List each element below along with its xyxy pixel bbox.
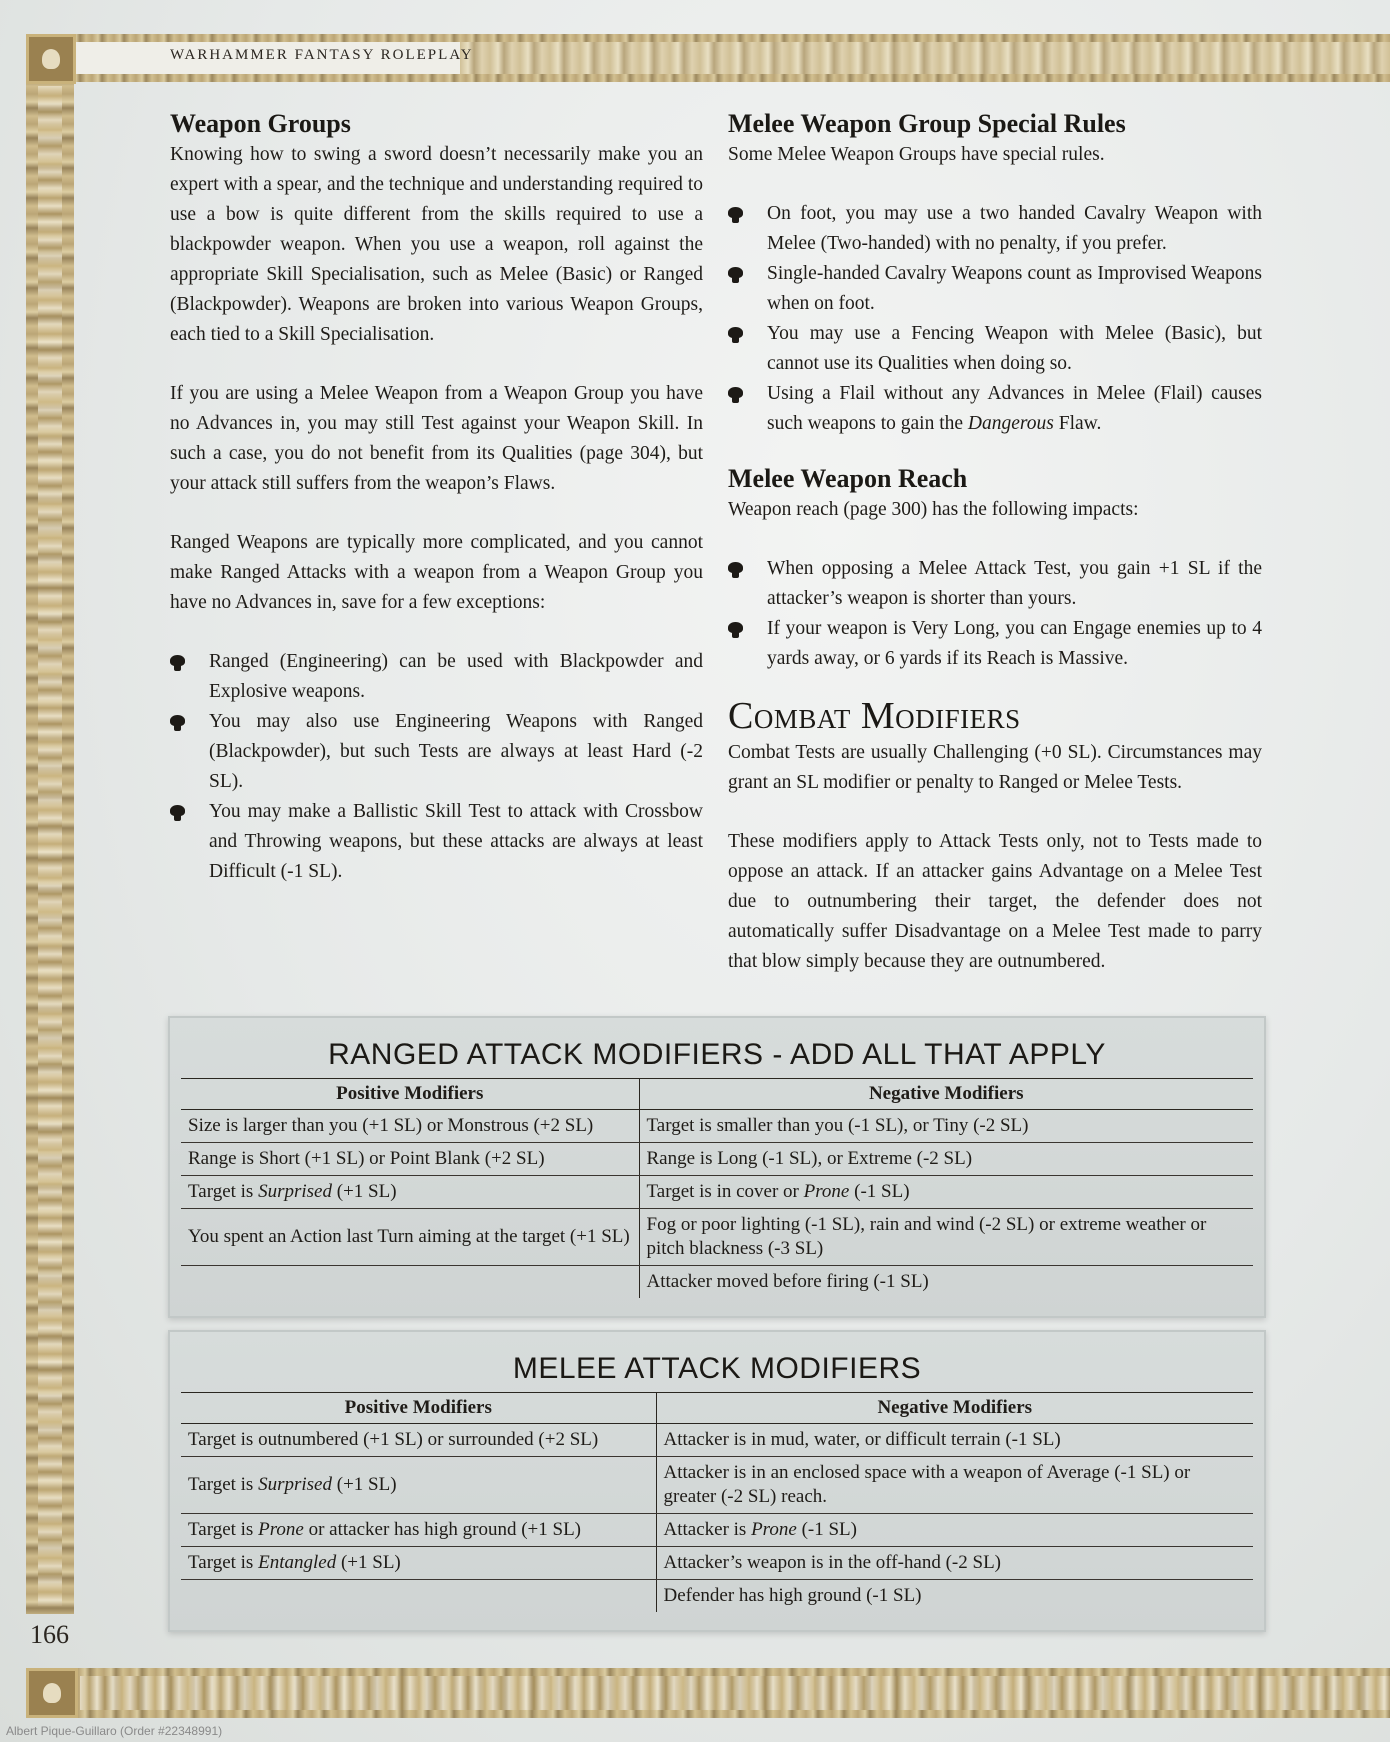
list-item: Ranged (Engineering) can be used with Blackpowder and Explosive weapons.: [170, 647, 703, 707]
special-rules-intro: Some Melee Weapon Groups have special rules.: [728, 144, 1105, 165]
right-column: [728, 108, 1262, 977]
table-row: Target is Entangled (+1 SL) Attacker’s weapon is in the off-hand (-2 SL): [181, 1547, 1253, 1580]
table-row: Size is larger than you (+1 SL) or Monstrous (+2 SL) Target is smaller than you (-1 SL), or Tiny (-2 SL): [181, 1110, 1253, 1143]
weapon-groups-heading: Weapon Groups: [170, 109, 351, 138]
table-row: Target is Prone or attacker has high ground (+1 SL) Attacker is Prone (-1 SL): [181, 1514, 1253, 1547]
weapon-groups-paragraph-1: Knowing how to swing a sword doesn’t necessarily make you an expert with a spear, and the technique and understanding required to use a bow is quite different from the skills required to use a blackpowder weapon. When you use a weapon, roll against the appropriate Skill Specialisation, such as Melee (Basic) or Ranged (Blackpowder). Weapons are broken into various Weapon Groups, each tied to a Skill Specialisation.: [170, 144, 703, 345]
table-row: Target is Surprised (+1 SL) Attacker is in an enclosed space with a weapon of Average (-1 SL) or greater (-2 SL) reach.: [181, 1457, 1253, 1514]
list-item: You may also use Engineering Weapons with Ranged (Blackpowder), but such Tests are always at least Hard (-2 SL).: [170, 707, 703, 797]
weapon-reach-heading: Melee Weapon Reach: [728, 464, 968, 493]
table-row: You spent an Action last Turn aiming at the target (+1 SL) Fog or poor lighting (-1 SL), rain and wind (-2 SL) or extreme weather or pitch blackness (-3 SL): [181, 1209, 1253, 1266]
weapon-reach-intro: Weapon reach (page 300) has the following impacts:: [728, 499, 1139, 520]
table-row: Defender has high ground (-1 SL): [181, 1580, 1253, 1613]
skull-bullet-icon: [170, 805, 185, 820]
weapon-reach-list: [728, 554, 1262, 674]
ranged-modifiers-box: [168, 1016, 1266, 1318]
watermark: Albert Pique-Guillaro (Order #22348991): [6, 1724, 223, 1738]
table-row: Range is Short (+1 SL) or Point Blank (+2 SL) Range is Long (-1 SL), or Extreme (-2 SL): [181, 1143, 1253, 1176]
list-item: When opposing a Melee Attack Test, you gain +1 SL if the attacker’s weapon is shorter than yours.: [728, 554, 1262, 614]
skull-corner-icon: [26, 1668, 78, 1718]
melee-modifiers-table: [181, 1392, 1253, 1612]
left-column: [170, 108, 703, 887]
running-header: WARHAMMER FANTASY ROLEPLAY: [170, 47, 474, 63]
ranged-modifiers-table: [181, 1078, 1253, 1298]
list-item: On foot, you may use a two handed Cavalry Weapon with Melee (Two-handed) with no penalty, if you prefer.: [728, 199, 1262, 259]
left-border-pattern: [38, 86, 62, 1606]
page-number: 166: [30, 1620, 69, 1649]
list-item: Single-handed Cavalry Weapons count as Improvised Weapons when on foot.: [728, 259, 1262, 319]
special-rules-list: [728, 199, 1262, 439]
skull-bullet-icon: [728, 622, 743, 637]
list-item: Using a Flail without any Advances in Melee (Flail) causes such weapons to gain the Dangerous Flaw.: [728, 379, 1262, 439]
column-header: Negative Modifiers: [639, 1079, 1253, 1110]
skull-bullet-icon: [728, 562, 743, 577]
skull-bullet-icon: [728, 387, 743, 402]
ranged-exceptions-list: [170, 647, 703, 887]
table-row: Attacker moved before firing (-1 SL): [181, 1266, 1253, 1299]
melee-table-title: MELEE ATTACK MODIFIERS: [512, 1352, 922, 1385]
ranged-table-title: RANGED ATTACK MODIFIERS - ADD ALL THAT APPLY: [328, 1038, 1106, 1071]
list-item: You may use a Fencing Weapon with Melee (Basic), but cannot use its Qualities when doing so.: [728, 319, 1262, 379]
column-header: Positive Modifiers: [181, 1079, 639, 1110]
list-item: You may make a Ballistic Skill Test to attack with Crossbow and Throwing weapons, but these attacks are always at least Difficult (-1 SL).: [170, 797, 703, 887]
table-row: Target is Surprised (+1 SL) Target is in cover or Prone (-1 SL): [181, 1176, 1253, 1209]
top-border-pattern: [460, 42, 1390, 74]
list-item: If your weapon is Very Long, you can Engage enemies up to 4 yards away, or 6 yards if its Reach is Massive.: [728, 614, 1262, 674]
column-header: Negative Modifiers: [656, 1393, 1253, 1424]
skull-bullet-icon: [728, 267, 743, 282]
skull-corner-icon: [26, 34, 76, 84]
melee-modifiers-box: [168, 1330, 1266, 1632]
combat-modifiers-paragraph-1: Combat Tests are usually Challenging (+0 SL). Circumstances may grant an SL modifier or penalty to Ranged or Melee Tests.: [728, 742, 1262, 793]
skull-bullet-icon: [728, 327, 743, 342]
combat-modifiers-paragraph-2: These modifiers apply to Attack Tests only, not to Tests made to oppose an attack. If an attacker gains Advantage on a Melee Test due to outnumbering their target, the defender does not automatically suffer Disadvantage on a Melee Test made to parry that blow simply because they are outnumbered.: [728, 831, 1262, 972]
special-rules-heading: Melee Weapon Group Special Rules: [728, 109, 1126, 138]
combat-modifiers-heading: Combat Modifiers: [728, 695, 1021, 737]
skull-bullet-icon: [170, 655, 185, 670]
weapon-groups-paragraph-2: If you are using a Melee Weapon from a Weapon Group you have no Advances in, you may still Test against your Weapon Skill. In such a case, you do not benefit from its Qualities (page 304), but your attack still suffers from the weapon’s Flaws.: [170, 383, 703, 494]
bottom-border-pattern: [80, 1676, 1390, 1710]
column-header: Positive Modifiers: [181, 1393, 656, 1424]
weapon-groups-paragraph-3: Ranged Weapons are typically more complicated, and you cannot make Ranged Attacks with a weapon from a Weapon Group you have no Advances in, save for a few exceptions:: [170, 532, 703, 613]
table-row: Target is outnumbered (+1 SL) or surrounded (+2 SL) Attacker is in mud, water, or difficult terrain (-1 SL): [181, 1424, 1253, 1457]
skull-bullet-icon: [728, 207, 743, 222]
skull-bullet-icon: [170, 715, 185, 730]
